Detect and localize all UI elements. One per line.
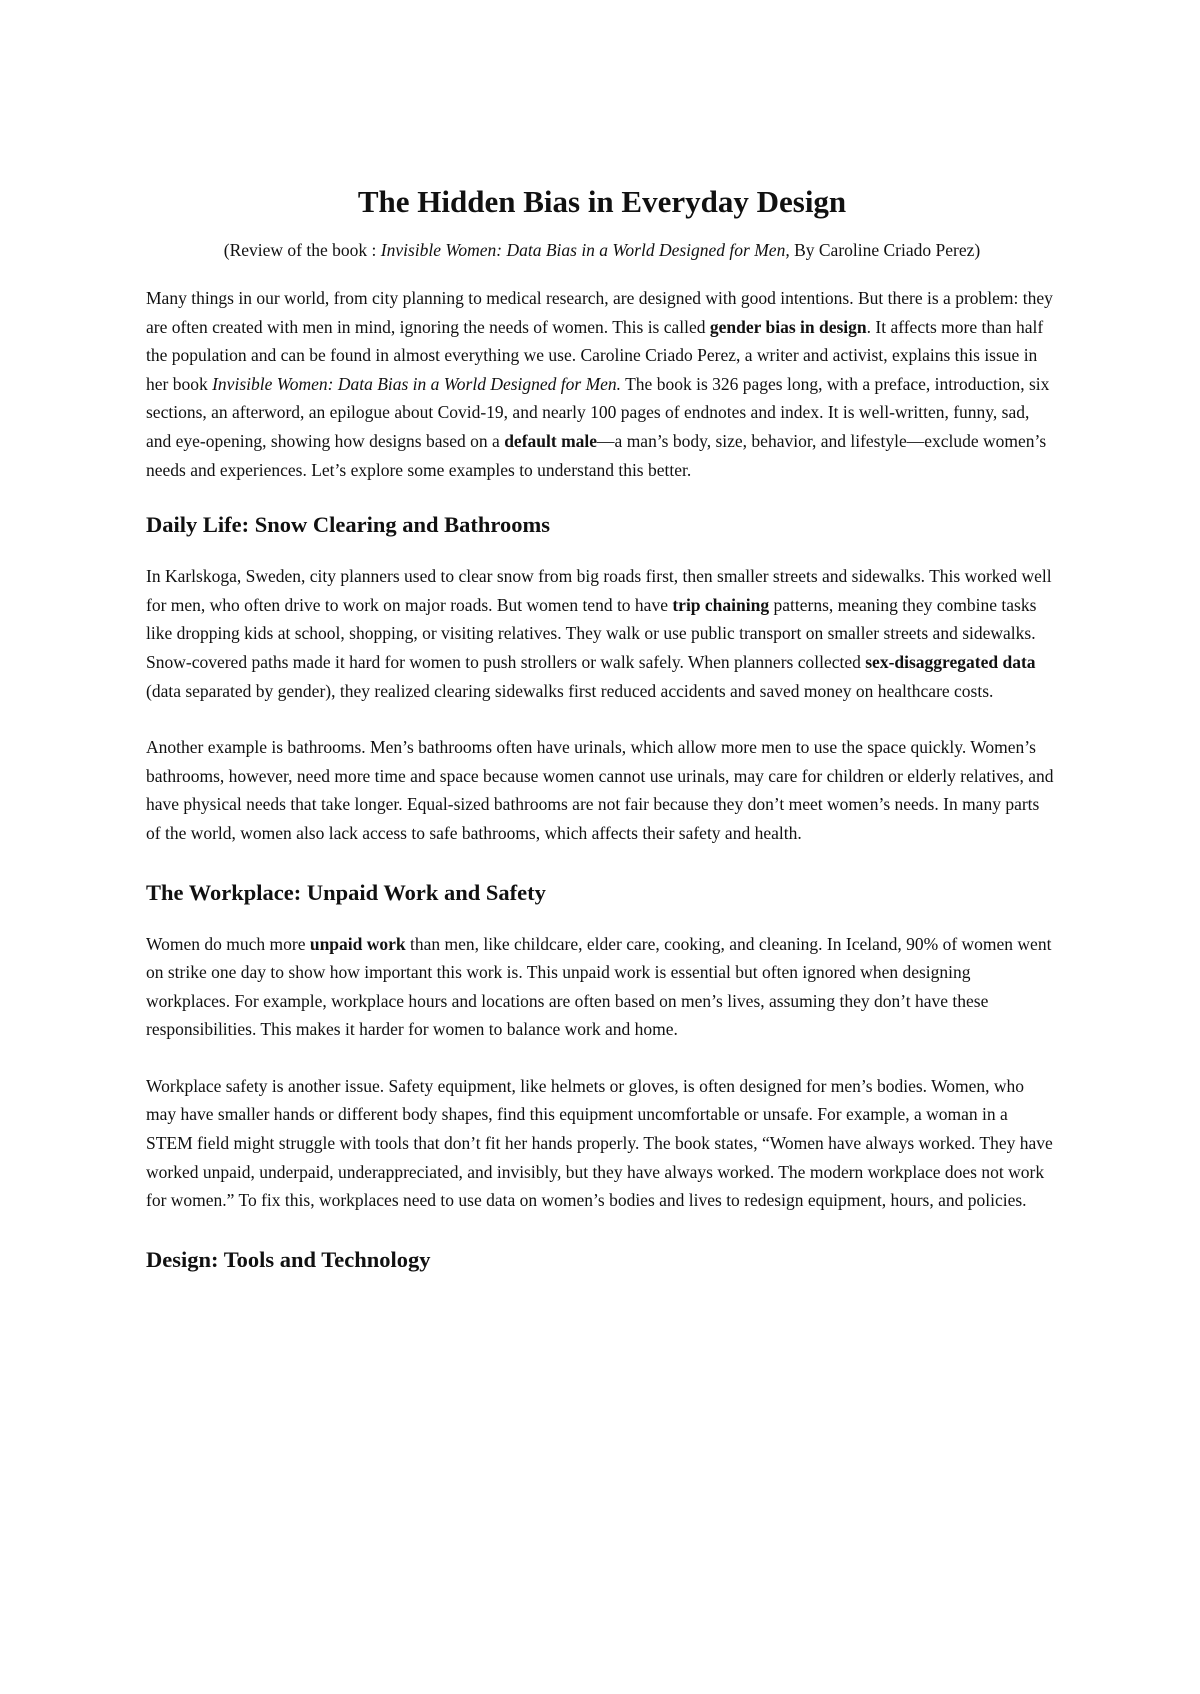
intro-text-1: Many things in our world, from city planning to medical research, are designed with good intentions. But there is a problem: they are often created with men in mind, ignoring the needs of women. This is called bbox=[146, 288, 1053, 337]
unpaid-text-2: than men, like childcare, elder care, cooking, and cleaning. In Iceland, 90% of women went on strike one day to show how important this work is. This unpaid work is essential but often ignored when designing workplaces. For example, workplace hours and locations are often based on men’s lives, assuming they don’t have these responsibilities. This makes it harder for women to balance work and home. bbox=[146, 933, 1052, 1040]
subtitle-author: By Caroline Criado Perez) bbox=[789, 240, 981, 260]
snow-text-3: (data separated by gender), they realized clearing sidewalks first reduced accidents and saved money on healthcare costs. bbox=[146, 680, 994, 701]
bathrooms-paragraph: Another example is bathrooms. Men’s bathrooms often have urinals, which allow more men to use the space quickly. Women’s bathrooms, however, need more time and space because women cannot use urinals, may care for children or elderly relatives, and have physical needs that take longer. Equal-sized bathrooms are not fair because they don’t meet women’s needs. In many parts of the world, women also lack access to safe bathrooms, which affects their safety and health. bbox=[146, 737, 1054, 843]
snow-clearing-paragraph bbox=[146, 562, 1058, 705]
book-review-subtitle bbox=[146, 236, 1058, 264]
section-heading-workplace: The Workplace: Unpaid Work and Safety bbox=[146, 879, 546, 905]
intro-term-default-male: default male bbox=[504, 430, 598, 451]
unpaid-work-paragraph bbox=[146, 930, 1058, 1044]
section-heading-design: Design: Tools and Technology bbox=[146, 1246, 431, 1272]
intro-term-gender-bias: gender bias in design bbox=[709, 316, 867, 337]
paragraph-gap bbox=[146, 705, 1058, 733]
subtitle-prefix: (Review of the book : bbox=[223, 240, 381, 260]
workplace-safety-paragraph: Workplace safety is another issue. Safety equipment, like helmets or gloves, is often designed for men’s bodies. Women, who may have smaller hands or different body shapes, find this equipment uncomfortable or unsafe. For example, a woman in a STEM field might struggle with tools that don’t fit her hands properly. The book states, “Women have always worked. They have worked unpaid, underpaid, underappreciated, and invisibly, but they have always worked. The modern workplace does not work for women.” To fix this, workplaces need to use data on women’s bodies and lives to redesign equipment, hours, and policies. bbox=[146, 1075, 1053, 1211]
document-body bbox=[146, 182, 1058, 1297]
intro-paragraph bbox=[146, 284, 1058, 484]
snow-text-2: patterns, meaning they combine tasks like dropping kids at school, shopping, or visiting relatives. They walk or use public transport on smaller streets and sidewalks. Snow-covered paths made it hard for women to push strollers or walk safely. When planners collected bbox=[146, 594, 1037, 672]
term-trip-chaining: trip chaining bbox=[672, 594, 770, 615]
intro-text-3: The book is 326 pages long, with a preface, introduction, six sections, an afterword, an epilogue about Covid-19, and nearly 100 pages of endnotes and index. It is well-written, funny, sad, and eye-opening, showing how designs based on a bbox=[146, 373, 1050, 451]
snow-text-1: In Karlskoga, Sweden, city planners used to clear snow from big roads first, then smaller streets and sidewalks. This worked well for men, who often drive to work on major roads. But women tend to have bbox=[146, 566, 1052, 615]
paragraph-gap bbox=[146, 1044, 1058, 1072]
section-heading-daily-life: Daily Life: Snow Clearing and Bathrooms bbox=[146, 512, 550, 538]
intro-text-4: —a man’s body, size, behavior, and lifestyle—exclude women’s needs and experiences. Let’s explore some examples to understand this better. bbox=[146, 430, 1047, 480]
term-sex-disaggregated-data: sex-disaggregated data bbox=[865, 651, 1036, 672]
term-unpaid-work: unpaid work bbox=[309, 933, 406, 954]
document-title: The Hidden Bias in Everyday Design bbox=[357, 184, 847, 219]
intro-text-2: . It affects more than half the population and can be found in almost everything we use. Caroline Criado Perez, a writer and activist, explains this issue in her book bbox=[146, 316, 1044, 394]
intro-book-title: Invisible Women: Data Bias in a World Designed for Men. bbox=[212, 373, 622, 394]
unpaid-text-1: Women do much more bbox=[146, 933, 310, 954]
subtitle-book-title: Invisible Women: Data Bias in a World Designed for Men, bbox=[380, 240, 790, 260]
